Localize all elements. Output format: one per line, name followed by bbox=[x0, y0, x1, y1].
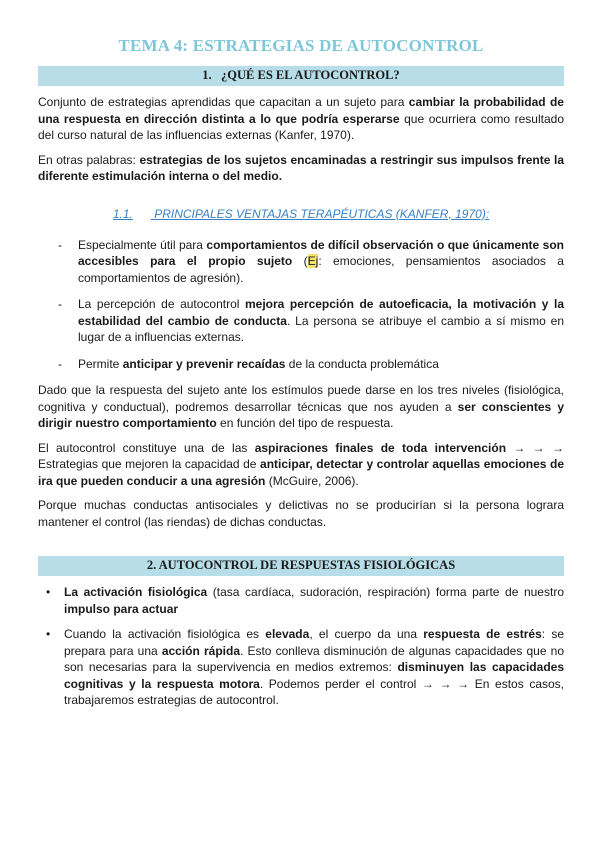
section-title: ¿QUÉ ES EL AUTOCONTROL? bbox=[221, 68, 400, 82]
paragraph-levels: Dado que la respuesta del sujeto ante los estímulos puede darse en los tres niveles (fisiológica, cognitiva y conductual), podremos desarrollar técnicas que nos ayuden a ser conscientes y dirigir nuestro comportamiento en función del tipo de respuesta. bbox=[38, 383, 564, 430]
document-page bbox=[38, 36, 564, 718]
subsection-title: PRINCIPALES VENTAJAS TERAPÉUTICAS (KANFER, 1970): bbox=[154, 206, 490, 221]
paragraph-aspirations: El autocontrol constituye una de las aspiraciones finales de toda intervención → → → Estrategias que mejoren la capacidad de anticipar, detectar y controlar aquellas emociones de ira que pueden conducir a una agresión (McGuire, 2006). bbox=[38, 440, 564, 488]
bullet-marker: • bbox=[46, 585, 51, 599]
list-item: - La percepción de autocontrol mejora percepción de autoeficacia, la motivación y la estabilidad del cambio de conducta. La persona se atribuye el cambio a sí mismo en lugar de a influencias externas. bbox=[58, 297, 564, 344]
dash-marker: - bbox=[58, 297, 62, 311]
dash-marker: - bbox=[58, 356, 62, 371]
section-heading-2: 2. AUTOCONTROL DE RESPUESTAS FISIOLÓGICAS bbox=[38, 556, 564, 576]
subsection-number: 1.1. bbox=[112, 206, 133, 221]
physiological-list bbox=[38, 584, 564, 709]
list-item: - Especialmente útil para comportamientos de difícil observación o que únicamente son accesibles para el propio sujeto (Ej: emociones, pensamientos asociados a comportamientos de agresión). bbox=[58, 237, 564, 285]
dash-marker: - bbox=[58, 237, 62, 252]
document-title: TEMA 4: ESTRATEGIAS DE AUTOCONTROL bbox=[118, 36, 484, 55]
paragraph-definition: Conjunto de estrategias aprendidas que capacitan a un sujeto para cambiar la probabilidad de una respuesta en dirección distinta a lo que podría esperarse que ocurriera como resultado del curso natural de las influencias externas (Kanfer, 1970). bbox=[38, 95, 564, 142]
list-item: • La activación fisiológica (tasa cardíaca, sudoración, respiración) forma parte de nuestro impulso para actuar bbox=[46, 585, 564, 616]
list-item: - Permite anticipar y prevenir recaídas de la conducta problemática bbox=[58, 356, 439, 371]
subsection-heading bbox=[38, 207, 564, 221]
paragraph-antisocial: Porque muchas conductas antisociales y delictivas no se producirían si la persona lograra mantener el control (las riendas) de dichas conductas. bbox=[38, 498, 564, 529]
section-heading-1 bbox=[38, 66, 564, 86]
bullet-marker: • bbox=[46, 627, 51, 641]
paragraph-other-words: En otras palabras: estrategias de los sujetos encaminadas a restringir sus impulsos frente la diferente estimulación interna o del medio. bbox=[38, 152, 565, 183]
section-number: 1. bbox=[202, 68, 212, 82]
list-item: • Cuando la activación fisiológica es elevada, el cuerpo da una respuesta de estrés: se prepara para una acción rápida. Esto conlleva disminución de algunas capacidades que no son necesarias para la supervivencia en medios extremos: disminuyen las capacidades cognitivas y la respuesta motora. Podemos perder el control → → → En estos casos, trabajaremos estrategias de autocontrol. bbox=[46, 627, 565, 707]
advantages-list bbox=[38, 237, 564, 373]
highlighted-text: Ej bbox=[307, 254, 319, 268]
